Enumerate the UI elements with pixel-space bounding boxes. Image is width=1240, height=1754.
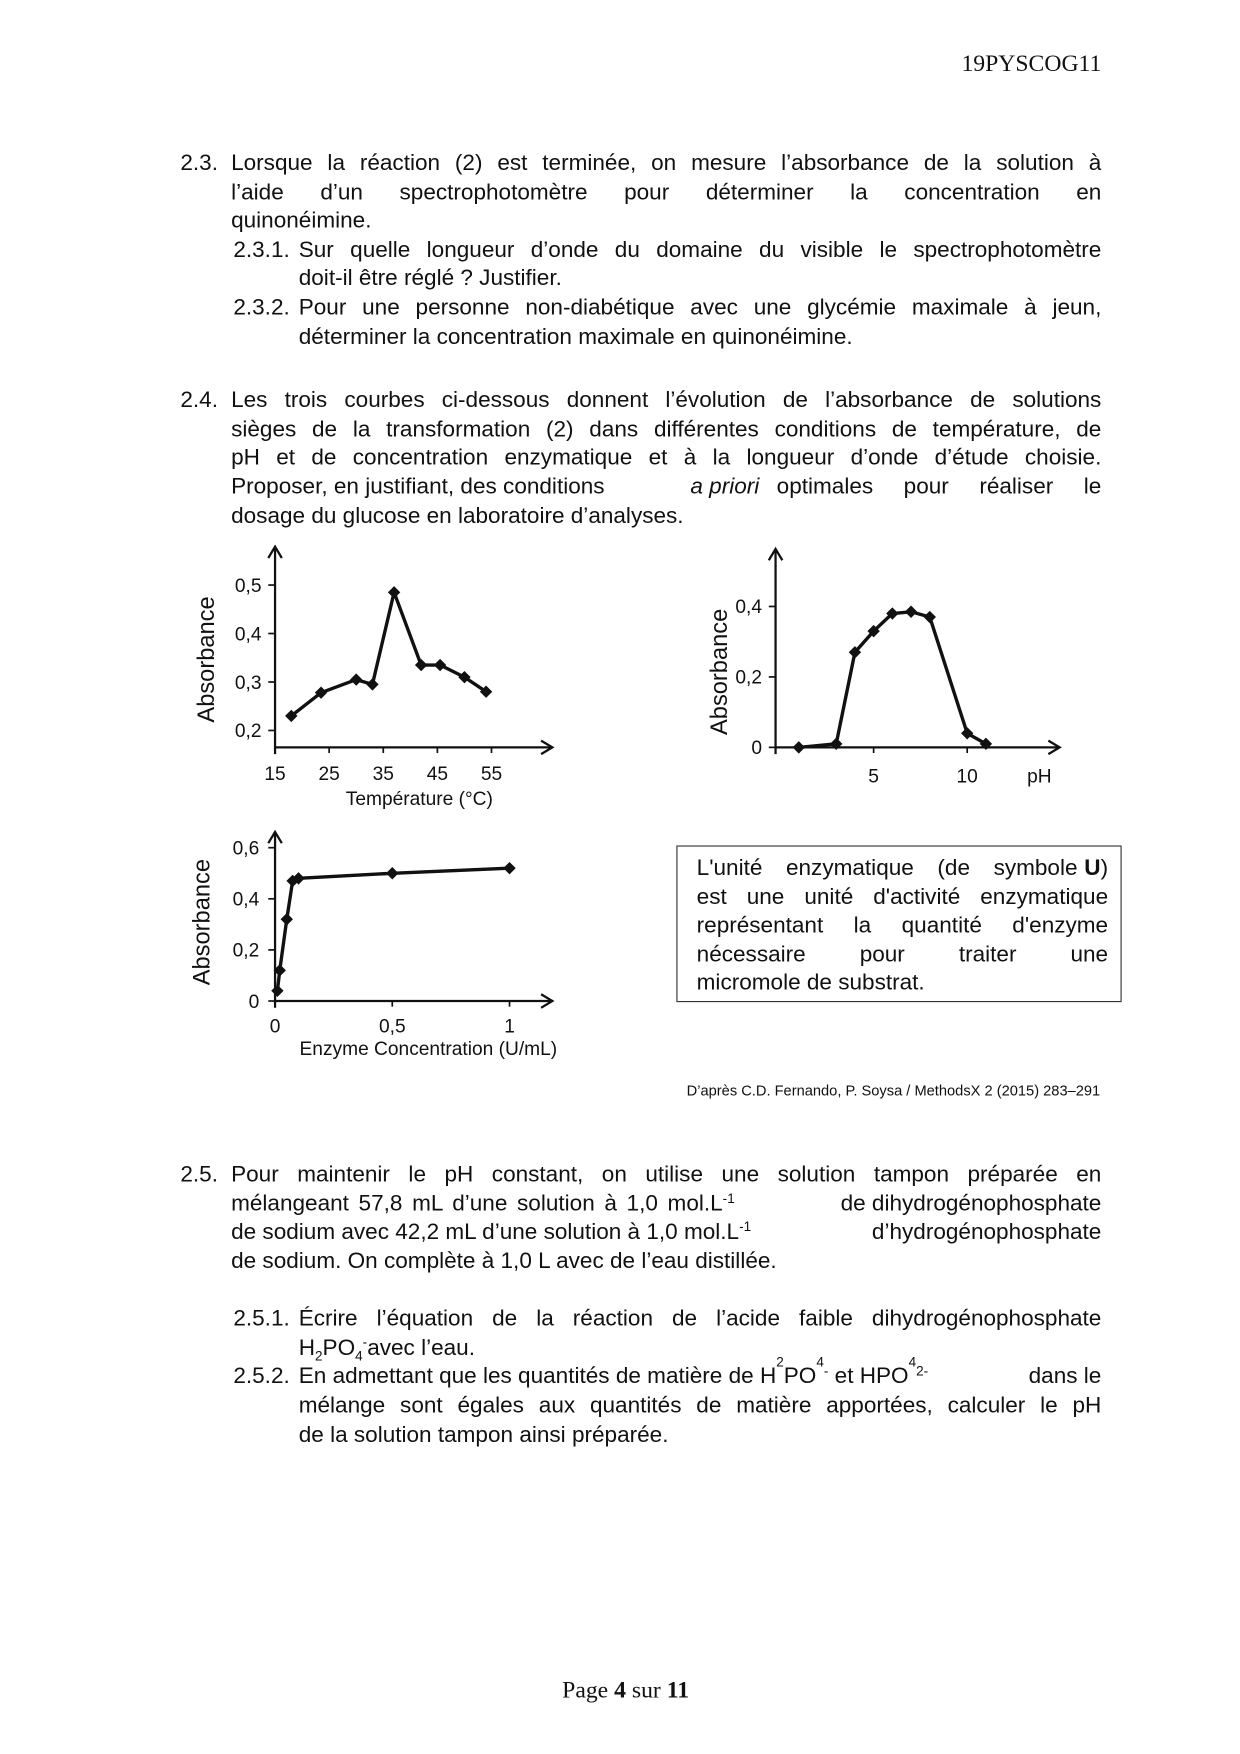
question-number: 2.3.2. — [233, 295, 290, 321]
text-part: H — [298, 1335, 316, 1361]
x-tick-label: 0,5 — [378, 1016, 406, 1038]
x-axis-label: Température (°C) — [345, 788, 493, 810]
text-part: ) — [1100, 855, 1109, 881]
data-point — [434, 659, 446, 671]
superscript: - — [362, 1333, 368, 1350]
superscript: 2- — [916, 1362, 929, 1379]
superscript: -1 — [722, 1190, 735, 1207]
text-part: d’hydrogénophosphate — [871, 1219, 1102, 1245]
y-axis-label: Absorbance — [707, 608, 734, 735]
text-part: et HPO — [828, 1363, 909, 1389]
data-series-line — [277, 868, 509, 991]
x-tick-label: 15 — [264, 764, 286, 786]
subscript: 4 — [816, 1353, 824, 1370]
y-tick-label: 0,4 — [234, 624, 262, 646]
text-part: de sodium avec 42,2 mL d’une solution à 1,0 mol.L — [231, 1219, 740, 1245]
question-text: de sodium. On complète à 1,0 L avec de l’eau distillée. — [231, 1249, 777, 1274]
question-number: 2.5.1. — [233, 1306, 290, 1332]
unit-symbol: U — [1084, 855, 1101, 881]
text-part: Proposer, en justifiant, des conditions — [231, 474, 605, 500]
question-text — [231, 1189, 1101, 1218]
question-text: de la solution tampon ainsi préparée. — [298, 1422, 669, 1448]
x-tick-label: 5 — [868, 766, 879, 788]
question-text — [231, 1217, 1101, 1246]
question-text: Les trois courbes ci-dessous donnent l’évolution de l’absorbance de solutions — [231, 387, 1102, 413]
y-tick-label: 0 — [248, 991, 260, 1013]
x-axis-label: pH — [1027, 766, 1052, 788]
question-text: sièges de la transformation (2) dans différentes conditions de température, de — [231, 417, 1102, 442]
data-point — [924, 611, 936, 623]
chart-temperature — [194, 547, 552, 810]
text-part: L'unité enzymatique (de symbole — [696, 855, 1078, 881]
page-number: 4 — [614, 1676, 626, 1704]
y-axis-label: Absorbance — [194, 596, 221, 723]
question-text: Pour une personne non-diabétique avec une glycémie maximale à jeun, — [298, 295, 1102, 321]
y-tick-label: 0 — [751, 738, 763, 760]
text-part: PO — [322, 1335, 356, 1361]
y-tick-label: 0,4 — [232, 889, 260, 911]
y-tick-label: 0,3 — [234, 672, 262, 694]
data-point — [386, 867, 398, 879]
data-point — [905, 606, 917, 618]
y-tick-label: 0,6 — [232, 838, 260, 860]
box-text: est une unité d'activité enzymatique — [696, 884, 1109, 910]
question-number: 2.4. — [180, 387, 218, 413]
question-text: mélange sont égales aux quantités de matière apportées, calculer le pH — [298, 1393, 1102, 1419]
question-number: 2.5. — [180, 1162, 218, 1188]
data-point — [281, 913, 293, 925]
question-text: l’aide d’un spectrophotomètre pour déterminer la concentration en — [231, 180, 1102, 206]
chart-enzyme-concentration — [190, 832, 558, 1060]
data-point — [388, 586, 400, 598]
y-tick-label: 0,5 — [234, 575, 262, 597]
text-part: En admettant que les quantités de matière de H — [298, 1363, 777, 1389]
question-text: pH et de concentration enzymatique et à la longueur d’onde d’étude choisie. — [231, 445, 1102, 471]
question-text — [299, 1334, 475, 1363]
page-footer — [0, 1676, 1240, 1704]
data-point — [366, 678, 378, 690]
box-text: représentant la quantité d'enzyme — [696, 913, 1109, 938]
x-tick-label: 45 — [426, 764, 449, 786]
box-text: micromole de substrat. — [696, 970, 925, 996]
question-text: dosage du glucose en laboratoire d’analyses. — [231, 503, 684, 529]
data-point — [793, 741, 805, 753]
y-tick-label: 0,2 — [735, 667, 763, 689]
y-tick-label: 0,2 — [234, 721, 262, 743]
data-point — [415, 659, 427, 671]
subscript: 2 — [315, 1348, 323, 1364]
text-part: dans le — [1016, 1363, 1102, 1389]
page-label: Page — [562, 1676, 609, 1704]
question-text: déterminer la concentration maximale en quinonéimine. — [298, 324, 853, 350]
x-tick-label: 25 — [318, 764, 340, 786]
subscript: 4 — [908, 1353, 917, 1370]
y-axis-label: Absorbance — [189, 858, 216, 986]
subscript: 2 — [776, 1353, 784, 1370]
question-text: quinonéimine. — [231, 208, 372, 234]
superscript: - — [823, 1362, 829, 1379]
x-tick-label: 1 — [504, 1016, 515, 1038]
box-text — [697, 853, 1108, 882]
text-part: PO — [783, 1363, 817, 1389]
y-tick-label: 0,4 — [735, 597, 763, 619]
chart-ph — [707, 549, 1060, 787]
x-tick-label: 35 — [372, 764, 394, 786]
question-text: Pour maintenir le pH constant, on utilise une solution tampon préparée en — [231, 1162, 1102, 1188]
text-part: mélangeant 57,8 mL d’une solution à 1,0 mol.L — [231, 1191, 723, 1217]
x-tick-label: 10 — [956, 766, 978, 788]
page-of-label: sur — [631, 1676, 661, 1704]
page-total: 11 — [666, 1676, 690, 1704]
source-citation: D’après C.D. Fernando, P. Soysa / MethodsX 2 (2015) 283–291 — [686, 1082, 1101, 1100]
document-code: 19PYSCOG11 — [961, 49, 1102, 77]
data-point — [503, 862, 515, 874]
text-part: optimales pour réaliser le — [776, 474, 1102, 500]
question-text: Sur quelle longueur d’onde du domaine du visible le spectrophotomètre — [298, 237, 1102, 263]
subscript: 4 — [355, 1348, 363, 1364]
x-tick-label: 55 — [480, 764, 503, 786]
box-text: nécessaire pour traiter une — [696, 942, 1109, 968]
question-number: 2.3.1. — [233, 237, 290, 263]
text-part: avec l’eau. — [367, 1335, 475, 1361]
question-number: 2.3. — [180, 151, 218, 176]
question-text — [298, 1353, 1102, 1391]
x-axis-label: Enzyme Concentration (U/mL) — [299, 1039, 558, 1061]
question-text: Écrire l’équation de la réaction de l’acide faible dihydrogénophosphate — [298, 1306, 1102, 1332]
y-tick-label: 0,2 — [232, 940, 260, 962]
italic-text: a priori — [690, 474, 760, 500]
enzyme-unit-definition-box — [676, 845, 1121, 1002]
question-number: 2.5.2. — [233, 1363, 290, 1389]
text-part: de dihydrogénophosphate — [840, 1191, 1102, 1217]
superscript: -1 — [739, 1218, 752, 1235]
data-series-line — [799, 612, 986, 748]
data-point — [350, 673, 362, 685]
data-point — [271, 985, 283, 997]
x-tick-label: 0 — [269, 1016, 281, 1038]
question-text: doit-il être réglé ? Justifier. — [298, 266, 562, 291]
question-text: Lorsque la réaction (2) est terminée, on mesure l’absorbance de la solution à — [231, 151, 1102, 176]
